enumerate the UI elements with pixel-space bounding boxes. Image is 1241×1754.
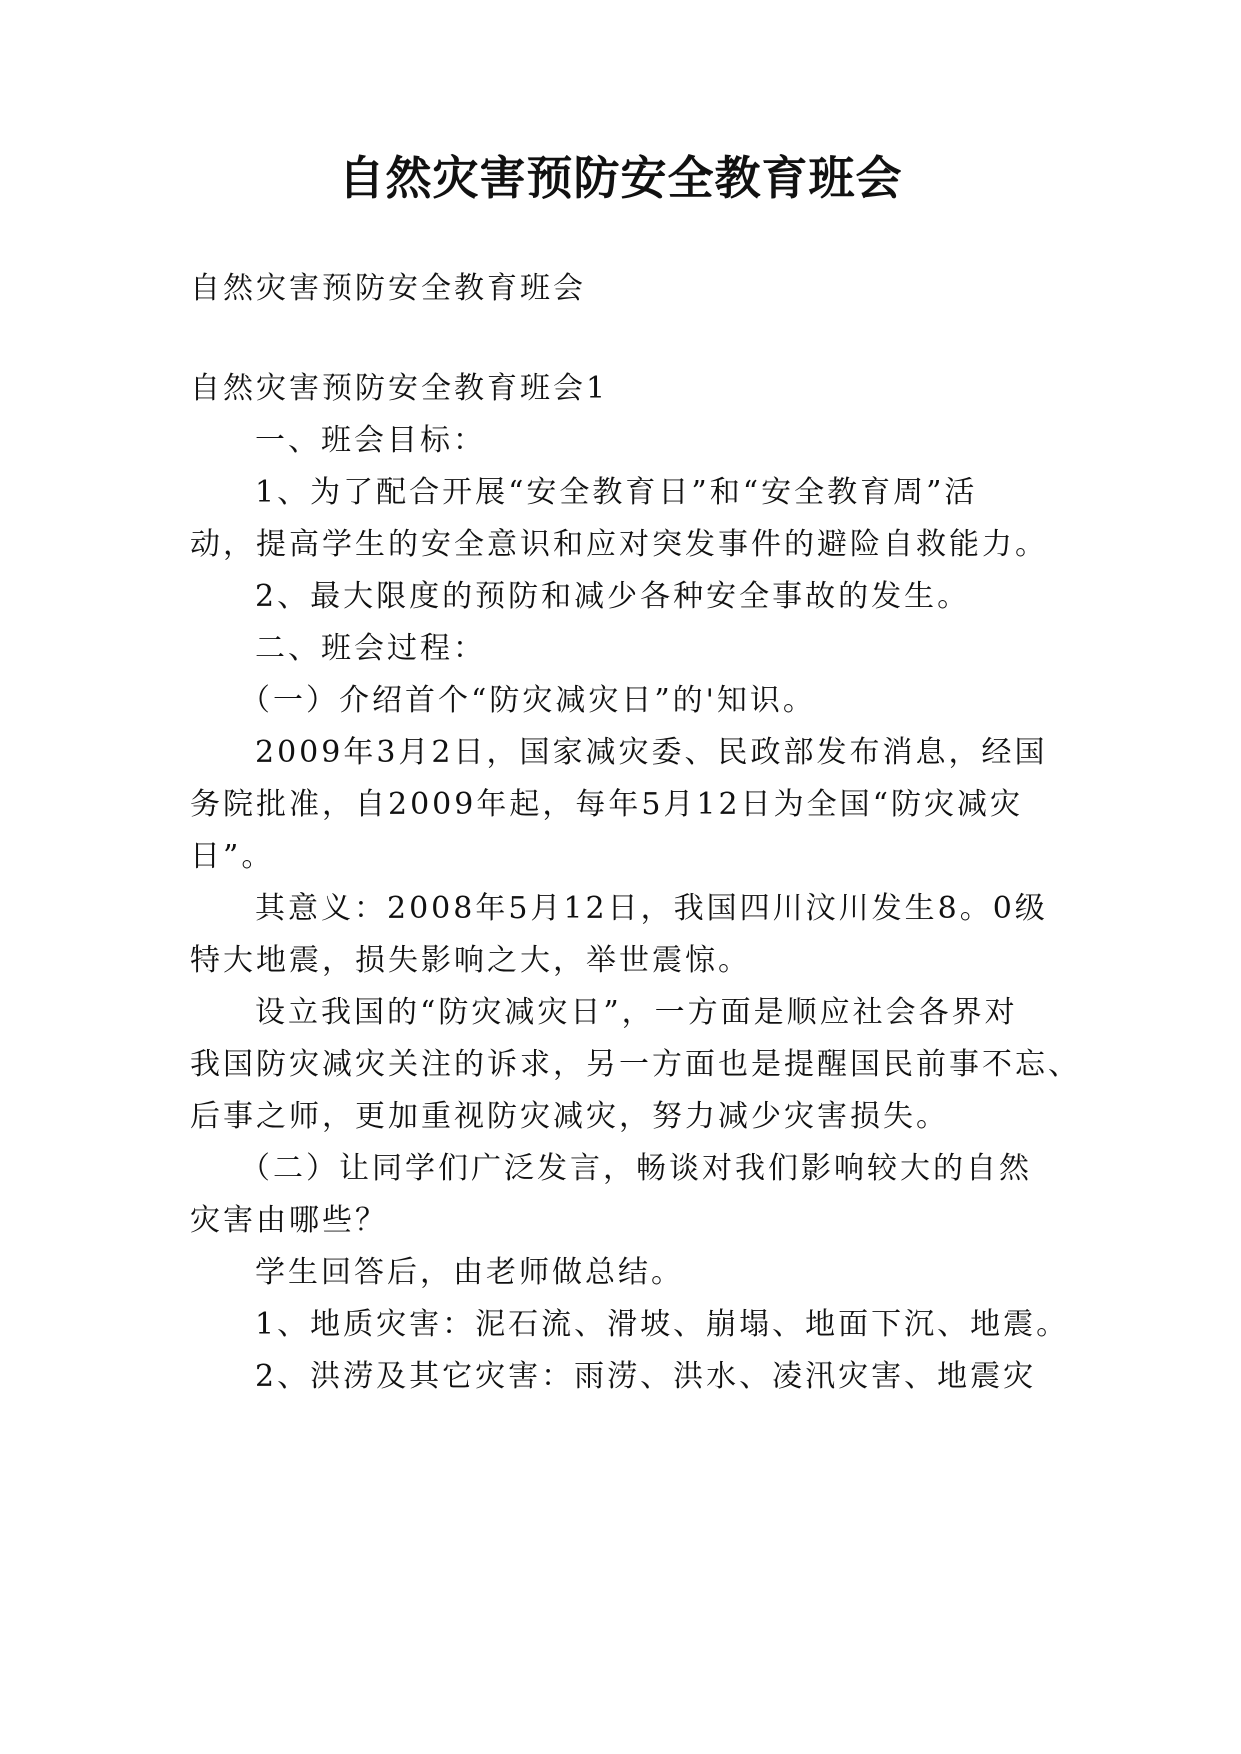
paragraph-line: 2、最大限度的预防和减少各种安全事故的发生。	[255, 579, 971, 614]
paragraph-line: 学生回答后，由老师做总结。	[255, 1255, 684, 1290]
paragraph-line: 特大地震，损失影响之大，举世震惊。	[190, 943, 751, 978]
section-heading: 自然灾害预防安全教育班会1	[190, 371, 609, 406]
paragraph-line: 设立我国的“防灾减灾日”，一方面是顺应社会各界对	[255, 995, 1018, 1030]
paragraph-line: 动，提高学生的安全意识和应对突发事件的避险自救能力。	[190, 527, 1048, 562]
paragraph-line: 2、洪涝及其它灾害：雨涝、洪水、凌汛灾害、地震灾	[255, 1359, 1037, 1394]
paragraph-line: 我国防灾减灾关注的诉求，另一方面也是提醒国民前事不忘、	[190, 1047, 1081, 1082]
paragraph-line: 1、地质灾害：泥石流、滑坡、崩塌、地面下沉、地震。	[255, 1307, 1070, 1342]
paragraph-line: （二）让同学们广泛发言，畅谈对我们影响较大的自然	[240, 1151, 1032, 1186]
paragraph-line: 灾害由哪些？	[190, 1203, 388, 1238]
subtitle-line: 自然灾害预防安全教育班会	[190, 271, 586, 306]
paragraph-line: 二、班会过程：	[255, 631, 486, 666]
paragraph-line: 日”。	[190, 839, 275, 874]
paragraph-line: 一、班会目标：	[255, 423, 486, 458]
paragraph-line: 务院批准，自2009年起，每年5月12日为全国“防灾减灾	[190, 787, 1023, 822]
paragraph-line: 1、为了配合开展“安全教育日”和“安全教育周”活	[255, 475, 978, 510]
paragraph-line: 2009年3月2日，国家减灾委、民政部发布消息，经国	[255, 735, 1048, 770]
paragraph-line: 其意义：2008年5月12日，我国四川汶川发生8。0级	[255, 891, 1048, 926]
paragraph-line: （一）介绍首个“防灾减灾日”的'知识。	[240, 683, 816, 718]
document-title: 自然灾害预防安全教育班会	[338, 151, 903, 205]
paragraph-line: 后事之师，更加重视防灾减灾，努力减少灾害损失。	[190, 1099, 949, 1134]
